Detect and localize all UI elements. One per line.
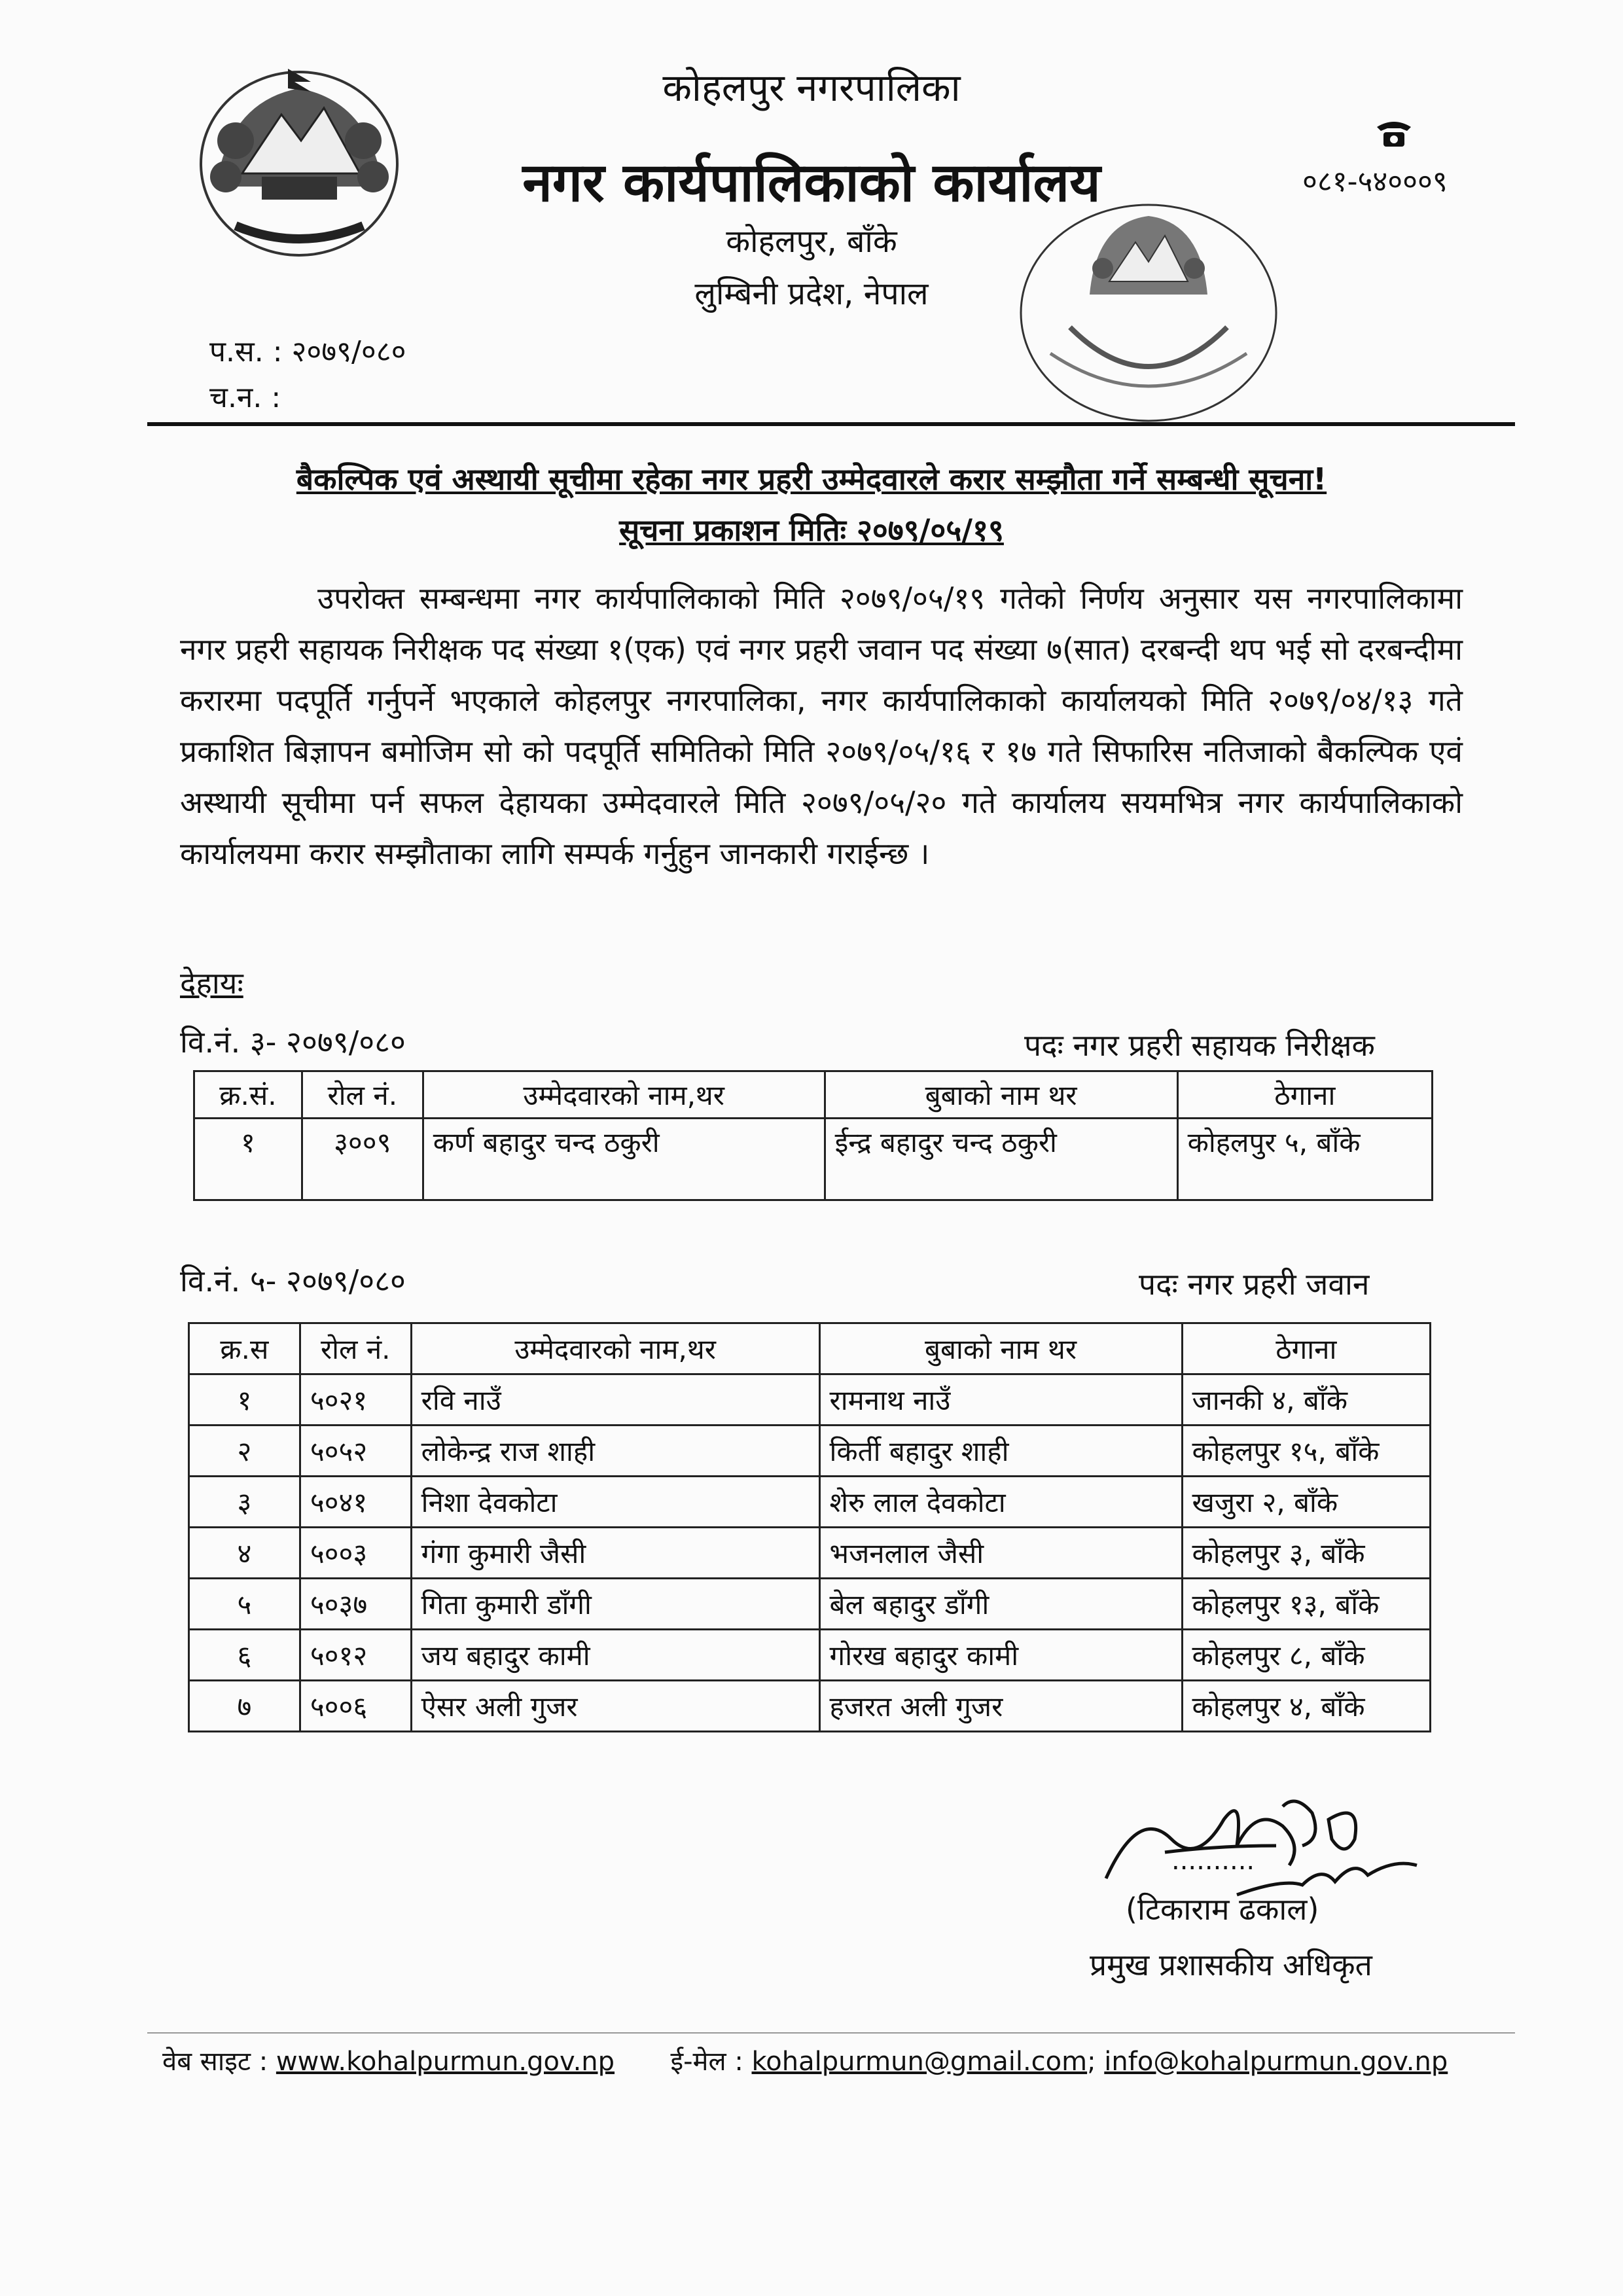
table-row xyxy=(189,1477,1431,1528)
cell-father: ईन्द्र बहादुर चन्द ठकुरी xyxy=(825,1119,1177,1200)
office-name: नगर कार्यपालिकाको कार्यालय xyxy=(522,152,1101,214)
col-header-roll: रोल नं. xyxy=(302,1071,423,1119)
dispatch-number: च.न. : xyxy=(209,381,281,414)
website-label: वेब साइट : xyxy=(162,2047,268,2077)
cell-serial: ७ xyxy=(189,1681,300,1732)
table-row xyxy=(189,1528,1431,1579)
cell-serial: ५ xyxy=(189,1579,300,1630)
col-header-roll: रोल नं. xyxy=(300,1323,411,1374)
cell-candidate: जय बहादुर कामी xyxy=(411,1630,819,1681)
cell-candidate: गिता कुमारी डाँगी xyxy=(411,1579,819,1630)
footer xyxy=(162,2042,1448,2078)
col-header-serial: क्र.सं. xyxy=(194,1071,302,1119)
phone-number: ०८१-५४०००९ xyxy=(1302,165,1448,198)
col-header-candidate: उम्मेदवारको नाम,थर xyxy=(423,1071,825,1119)
table2-adv-number: वि.नं. ५- २०७९/०८० xyxy=(180,1263,406,1299)
publish-date: सूचना प्रकाशन मितिः २०७९/०५/१९ xyxy=(619,512,1004,548)
email-separator: ; xyxy=(1087,2047,1096,2077)
district-address: कोहलपुर, बाँके xyxy=(726,223,897,260)
table-row xyxy=(194,1119,1433,1200)
signatory-title: प्रमुख प्रशासकीय अधिकृत xyxy=(1090,1947,1372,1982)
candidate-table-2 xyxy=(188,1322,1431,1732)
cell-father: भजनलाल जैसी xyxy=(819,1528,1182,1579)
cell-serial: ४ xyxy=(189,1528,300,1579)
cell-candidate: रवि नाउँ xyxy=(411,1374,819,1426)
email-link-1[interactable]: kohalpurmun@gmail.com xyxy=(751,2047,1088,2077)
cell-address: जानकी ४, बाँके xyxy=(1182,1374,1430,1426)
website-link[interactable]: www.kohalpurmun.gov.np xyxy=(276,2047,615,2077)
cell-roll: ५००६ xyxy=(300,1681,411,1732)
col-header-address: ठेगाना xyxy=(1177,1071,1432,1119)
cell-serial: १ xyxy=(189,1374,300,1426)
table-row xyxy=(189,1374,1431,1426)
email-link-2[interactable]: info@kohalpurmun.gov.np xyxy=(1104,2047,1448,2077)
notice-body: उपरोक्त सम्बन्धमा नगर कार्यपालिकाको मिति २०७९/०५/१९ गतेको निर्णय अनुसार यस नगरपालिकामा नगर प्रहरी सहायक निरीक्षक पद संख्या १(एक) एवं नगर प्रहरी जवान पद संख्या ७(सात) दरबन्दी थप भई सो दरबन्दीमा करारमा पदपूर्ति गर्नुपर्ने भएकाले कोहलपुर नगरपालिका, नगर कार्यपालिकाको कार्यालयको मिति २०७९/०४/१३ गते प्रकाशित बिज्ञापन बमोजिम सो को पदपूर्ति समितिको मिति २०७९/०५/१६ र १७ गते सिफारिस नतिजाको बैकल्पिक एवं अस्थायी सूचीमा पर्न सफल देहायका उम्मेदवारले मिति २०७९/०५/२० गते कार्यालय सयमभित्र नगर कार्यपालिकाको कार्यालयमा करार सम्झौताका लागि सम्पर्क गर्नुहुन जानकारी गराईन्छ । xyxy=(180,581,1463,871)
cell-father: बेल बहादुर डाँगी xyxy=(819,1579,1182,1630)
cell-address: कोहलपुर १३, बाँके xyxy=(1182,1579,1430,1630)
cell-father: गोरख बहादुर कामी xyxy=(819,1630,1182,1681)
signatory-name: (टिकाराम ढकाल) xyxy=(1126,1892,1319,1927)
cell-roll: ५०१२ xyxy=(300,1630,411,1681)
table-row xyxy=(189,1681,1431,1732)
footer-divider xyxy=(147,2032,1515,2034)
cell-candidate: गंगा कुमारी जैसी xyxy=(411,1528,819,1579)
telephone-icon xyxy=(1374,118,1414,148)
col-header-serial: क्र.स xyxy=(189,1323,300,1374)
table-row xyxy=(189,1426,1431,1477)
cell-candidate: निशा देवकोटा xyxy=(411,1477,819,1528)
cell-serial: ३ xyxy=(189,1477,300,1528)
signature-dots: .......... xyxy=(1171,1846,1255,1876)
cell-serial: ६ xyxy=(189,1630,300,1681)
cell-serial: १ xyxy=(194,1119,302,1200)
cell-roll: ५००३ xyxy=(300,1528,411,1579)
cell-address: कोहलपुर ३, बाँके xyxy=(1182,1528,1430,1579)
cell-father: रामनाथ नाउँ xyxy=(819,1374,1182,1426)
col-header-address: ठेगाना xyxy=(1182,1323,1430,1374)
table-row xyxy=(189,1630,1431,1681)
table-row xyxy=(189,1579,1431,1630)
details-heading: देहायः xyxy=(180,965,243,1001)
notice-title: बैकल्पिक एवं अस्थायी सूचीमा रहेका नगर प्रहरी उम्मेदवारले करार सम्झौता गर्ने सम्बन्धी सूचना! xyxy=(296,461,1327,497)
col-header-candidate: उम्मेदवारको नाम,थर xyxy=(411,1323,819,1374)
office-seal-icon xyxy=(1011,196,1286,429)
email-label: ई-मेल : xyxy=(670,2047,743,2077)
header-divider xyxy=(147,422,1515,426)
cell-roll: ३००९ xyxy=(302,1119,423,1200)
cell-address: कोहलपुर ५, बाँके xyxy=(1177,1119,1432,1200)
cell-roll: ५०४१ xyxy=(300,1477,411,1528)
col-header-father: बुबाको नाम थर xyxy=(825,1071,1177,1119)
table1-adv-number: वि.नं. ३- २०७९/०८० xyxy=(180,1024,406,1060)
cell-father: किर्ती बहादुर शाही xyxy=(819,1426,1182,1477)
cell-roll: ५०२१ xyxy=(300,1374,411,1426)
cell-address: कोहलपुर ४, बाँके xyxy=(1182,1681,1430,1732)
cell-serial: २ xyxy=(189,1426,300,1477)
cell-father: शेरु लाल देवकोटा xyxy=(819,1477,1182,1528)
cell-roll: ५०५२ xyxy=(300,1426,411,1477)
col-header-father: बुबाको नाम थर xyxy=(819,1323,1182,1374)
table1-post: पदः नगर प्रहरी सहायक निरीक्षक xyxy=(1024,1028,1375,1063)
cell-candidate: लोकेन्द्र राज शाही xyxy=(411,1426,819,1477)
reference-number: प.स. : २०७९/०८० xyxy=(209,335,406,368)
cell-roll: ५०३७ xyxy=(300,1579,411,1630)
candidate-table-1 xyxy=(193,1070,1433,1201)
cell-address: खजुरा २, बाँके xyxy=(1182,1477,1430,1528)
table2-post: पदः नगर प्रहरी जवान xyxy=(1139,1266,1370,1302)
cell-candidate: कर्ण बहादुर चन्द ठकुरी xyxy=(423,1119,825,1200)
cell-address: कोहलपुर ८, बाँके xyxy=(1182,1630,1430,1681)
cell-candidate: ऐसर अली गुजर xyxy=(411,1681,819,1732)
cell-father: हजरत अली गुजर xyxy=(819,1681,1182,1732)
municipality-name: कोहलपुर नगरपालिका xyxy=(662,65,961,110)
province-address: लुम्बिनी प्रदेश, नेपाल xyxy=(694,276,929,312)
cell-address: कोहलपुर १५, बाँके xyxy=(1182,1426,1430,1477)
